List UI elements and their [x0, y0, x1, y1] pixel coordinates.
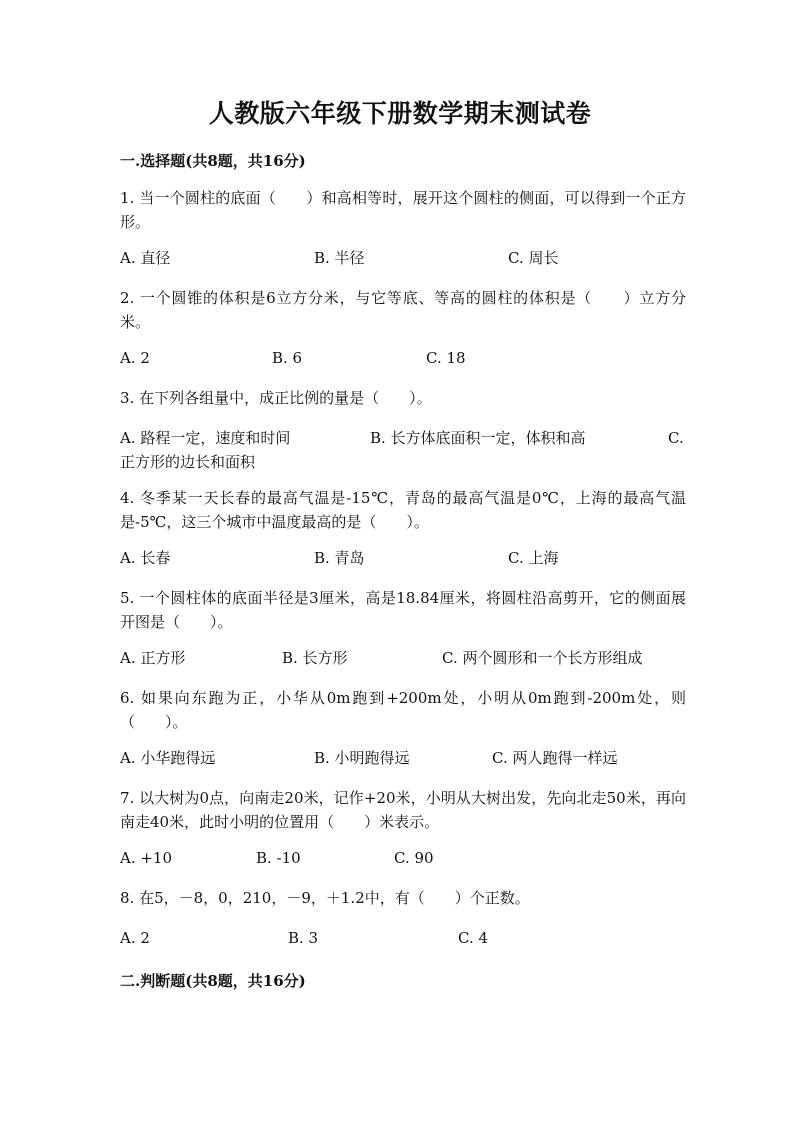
option-c: C. 4 — [458, 929, 489, 947]
question-1: 1. 当一个圆柱的底面（ ）和高相等时，展开这个圆柱的侧面，可以得到一个正方形。 — [120, 189, 686, 231]
section-heading-choice: 一.选择题(共8题，共16分) — [120, 152, 306, 170]
option-c-text: 正方形的边长和面积 — [120, 453, 256, 471]
option-a: A. 路程一定，速度和时间 — [120, 429, 291, 447]
option-c: C. 两人跑得一样远 — [492, 749, 618, 767]
question-1-options — [120, 246, 686, 270]
option-a: A. 2 — [120, 929, 150, 947]
option-c: C. 周长 — [508, 249, 559, 267]
option-a: A. 小华跑得远 — [120, 749, 216, 767]
option-b: B. 半径 — [314, 249, 365, 267]
option-a: A. 长春 — [120, 549, 171, 567]
option-b: B. 长方体底面积一定，体积和高 — [370, 429, 586, 447]
option-c: C. 上海 — [508, 549, 559, 567]
option-b: B. 3 — [288, 929, 319, 947]
question-4-options — [120, 546, 686, 570]
question-5: 5. 一个圆柱体的底面半径是3厘米，高是18.84厘米，将圆柱沿高剪开，它的侧面展开图是（ ）。 — [120, 589, 686, 631]
option-c: C. 90 — [394, 849, 434, 867]
option-b: B. 长方形 — [282, 649, 348, 667]
question-7-options — [120, 846, 686, 870]
option-a: A. +10 — [120, 849, 173, 867]
option-b: B. -10 — [256, 849, 301, 867]
page-title: 人教版六年级下册数学期末测试卷 — [208, 99, 592, 128]
question-3: 3. 在下列各组量中，成正比例的量是（ ）。 — [120, 389, 432, 407]
option-c: C. 两个圆形和一个长方形组成 — [442, 649, 643, 667]
question-3-options — [120, 426, 686, 474]
question-8: 8. 在5，－8，0，210，－9，＋1.2中，有（ ）个正数。 — [120, 889, 530, 907]
option-b: B. 青岛 — [314, 549, 365, 567]
option-a: A. 2 — [120, 349, 150, 367]
section-heading-judgement: 二.判断题(共8题，共16分) — [120, 972, 306, 990]
option-c-label: C. — [668, 429, 684, 447]
option-b: B. 6 — [272, 349, 303, 367]
question-2-options — [120, 346, 686, 370]
question-7: 7. 以大树为0点，向南走20米，记作+20米，小明从大树出发，先向北走50米，再向南走40米，此时小明的位置用（ ）米表示。 — [120, 789, 686, 831]
question-5-options — [120, 646, 686, 670]
question-4: 4. 冬季某一天长春的最高气温是-15℃，青岛的最高气温是0℃，上海的最高气温是-5℃，这三个城市中温度最高的是（ ）。 — [120, 489, 686, 531]
option-a: A. 正方形 — [120, 649, 186, 667]
option-c: C. 18 — [426, 349, 466, 367]
question-6: 6. 如果向东跑为正，小华从0m跑到+200m处，小明从0m跑到-200m处，则（ ）。 — [120, 689, 686, 731]
option-b: B. 小明跑得远 — [314, 749, 410, 767]
question-6-options — [120, 746, 686, 770]
question-2: 2. 一个圆锥的体积是6立方分米，与它等底、等高的圆柱的体积是（ ）立方分米。 — [120, 289, 686, 331]
option-a: A. 直径 — [120, 249, 171, 267]
question-8-options — [120, 926, 686, 950]
